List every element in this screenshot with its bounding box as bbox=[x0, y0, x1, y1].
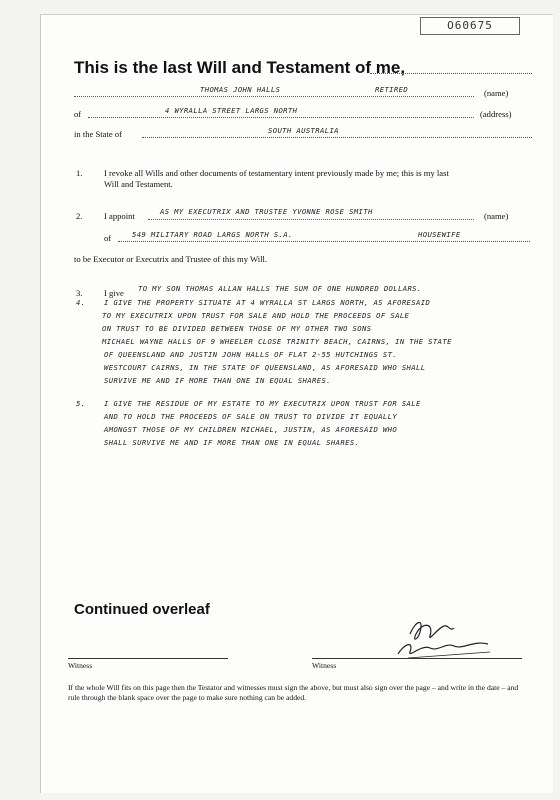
will-title: This is the last Will and Testament of me, bbox=[74, 58, 406, 77]
name-label: (name) bbox=[484, 88, 509, 98]
clause-4-line-2: TO MY EXECUTRIX UPON TRUST FOR SALE AND HOLD THE PROCEEDS OF SALE bbox=[102, 311, 410, 320]
clause-2-prefix: I appoint bbox=[104, 211, 135, 221]
executrix-occupation: HOUSEWIFE bbox=[418, 230, 461, 239]
clause-4-number: 4. bbox=[76, 298, 86, 307]
title-underline bbox=[370, 73, 532, 74]
executrix-appointment: AS MY EXECUTRIX AND TRUSTEE YVONNE ROSE SMITH bbox=[160, 207, 373, 216]
witness-right-label: Witness bbox=[312, 661, 337, 670]
executrix-name-label: (name) bbox=[484, 211, 509, 221]
clause-4-line-7: SURVIVE ME AND IF MORE THAN ONE IN EQUAL SHARES. bbox=[104, 376, 331, 385]
witness-right-line bbox=[312, 658, 522, 659]
witness-left-line bbox=[68, 658, 228, 659]
executrix-address: 549 MILITARY ROAD LARGS NORTH S.A. bbox=[132, 230, 293, 239]
address-label: (address) bbox=[480, 109, 512, 119]
state-prefix: in the State of bbox=[74, 129, 122, 139]
clause-4-line-6: WESTCOURT CAIRNS, IN THE STATE OF QUEENSLAND, AS AFORESAID WHO SHALL bbox=[104, 363, 426, 372]
clause-5-line-1: I GIVE THE RESIDUE OF MY ESTATE TO MY EXECUTRIX UPON TRUST FOR SALE bbox=[104, 399, 421, 408]
continued-overleaf: Continued overleaf bbox=[74, 601, 210, 618]
clause-2-suffix: to be Executor or Executrix and Trustee of this my Will. bbox=[74, 254, 268, 264]
of-label: of bbox=[74, 109, 82, 119]
testator-name: THOMAS JOHN HALLS bbox=[200, 85, 281, 94]
testator-occupation: RETIRED bbox=[375, 85, 409, 94]
testator-signature bbox=[390, 614, 500, 664]
clause-5-line-4: SHALL SURVIVE ME AND IF MORE THAN ONE IN EQUAL SHARES. bbox=[104, 438, 360, 447]
document-number: O60675 bbox=[420, 17, 520, 35]
clause-5-line-3: AMONGST THOSE OF MY CHILDREN MICHAEL, JUSTIN, AS AFORESAID WHO bbox=[104, 425, 398, 434]
appoint-line bbox=[148, 219, 474, 220]
testator-address: 4 WYRALLA STREET LARGS NORTH bbox=[165, 106, 298, 115]
state-line bbox=[142, 137, 532, 138]
instructions-footnote: If the whole Will fits on this page then the Testator and witnesses must sign the above, but must also sign over the page – and write in the date – and rule through the blank space over the page to make sure nothing can be added. bbox=[68, 683, 519, 702]
address-line bbox=[88, 117, 474, 118]
clause-2-number: 2. bbox=[76, 211, 83, 221]
clause-3-number: 3. bbox=[76, 288, 83, 298]
clause-3-gift: TO MY SON THOMAS ALLAN HALLS THE SUM OF ONE HUNDRED DOLLARS. bbox=[138, 284, 422, 293]
executrix-of-label: of bbox=[104, 233, 112, 243]
clause-3-prefix: I give bbox=[104, 288, 124, 298]
clause-1-number: 1. bbox=[76, 168, 83, 178]
witness-left-label: Witness bbox=[68, 661, 93, 670]
clause-4-line-1: I GIVE THE PROPERTY SITUATE AT 4 WYRALLA ST LARGS NORTH, AS AFORESAID bbox=[104, 298, 431, 307]
testator-state: SOUTH AUSTRALIA bbox=[268, 126, 339, 135]
executrix-address-line bbox=[118, 241, 530, 242]
name-line bbox=[74, 96, 474, 97]
clause-4-line-3: ON TRUST TO BE DIVIDED BETWEEN THOSE OF MY OTHER TWO SONS bbox=[102, 324, 372, 333]
clause-1-line-1: I revoke all Wills and other documents of testamentary intent previously made by me; this is my last bbox=[104, 168, 449, 178]
clause-5-number: 5. bbox=[76, 399, 86, 408]
clause-4-line-4: MICHAEL WAYNE HALLS OF 9 WHEELER CLOSE TRINITY BEACH, CAIRNS, IN THE STATE bbox=[102, 337, 452, 346]
clause-4-line-5: OF QUEENSLAND AND JUSTIN JOHN HALLS OF FLAT 2-55 HUTCHINGS ST. bbox=[104, 350, 398, 359]
clause-5-line-2: AND TO HOLD THE PROCEEDS OF SALE ON TRUST TO DIVIDE IT EQUALLY bbox=[104, 412, 398, 421]
clause-1-line-2: Will and Testament. bbox=[104, 179, 173, 189]
